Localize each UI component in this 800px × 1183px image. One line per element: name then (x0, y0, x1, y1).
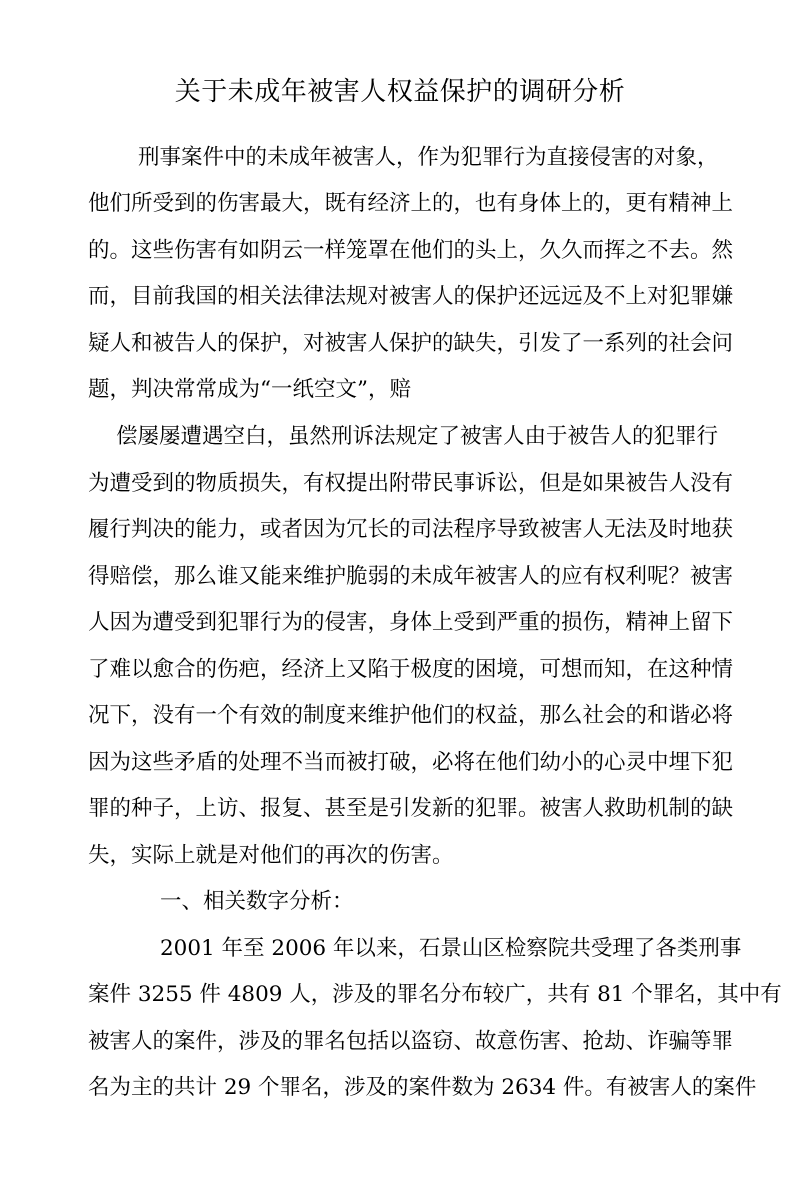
paragraph-line: 2001 年至 2006 年以来，石景山区检察院共受理了各类刑事 (160, 936, 742, 961)
paragraph-line: 案件 3255 件 4809 人，涉及的罪名分布较广，共有 81 个罪名，其中有 (88, 982, 782, 1007)
paragraph-line: 被害人的案件，涉及的罪名包括以盗窃、故意伤害、抢劫、诈骗等罪 (88, 1029, 734, 1054)
paragraph-line: 履行判决的能力，或者因为冗长的司法程序导致被害人无法及时地获 (88, 517, 734, 542)
paragraph-line: 罪的种子，上访、报复、甚至是引发新的犯罪。被害人救助机制的缺 (88, 796, 734, 821)
paragraph-line: 失，实际上就是对他们的再次的伤害。 (88, 843, 454, 868)
paragraph-line: 名为主的共计 29 个罪名，涉及的案件数为 2634 件。有被害人的案件 (88, 1075, 757, 1100)
paragraph-line: 因为这些矛盾的处理不当而被打破，必将在他们幼小的心灵中埋下犯 (88, 750, 734, 775)
section-heading: 一、相关数字分析： (160, 889, 354, 914)
paragraph-line: 偿屡屡遭遇空白，虽然刑诉法规定了被害人由于被告人的犯罪行 (116, 424, 719, 449)
paragraph-line: 的。这些伤害有如阴云一样笼罩在他们的头上，久久而挥之不去。然 (88, 238, 734, 263)
paragraph-line: 况下，没有一个有效的制度来维护他们的权益，那么社会的和谐必将 (88, 703, 734, 728)
paragraph-line: 为遭受到的物质损失，有权提出附带民事诉讼，但是如果被告人没有 (88, 471, 734, 496)
paragraph-line: 而，目前我国的相关法律法规对被害人的保护还远远及不上对犯罪嫌 (88, 284, 734, 309)
document-title: 关于未成年被害人权益保护的调研分析 (174, 77, 626, 107)
paragraph-line: 疑人和被告人的保护，对被害人保护的缺失，引发了一系列的社会问 (88, 331, 734, 356)
paragraph-line: 他们所受到的伤害最大，既有经济上的，也有身体上的，更有精神上 (88, 191, 734, 216)
paragraph-line: 人因为遭受到犯罪行为的侵害，身体上受到严重的损伤，精神上留下 (88, 610, 734, 635)
paragraph-line: 题，判决常常成为“一纸空文”，赔 (88, 377, 411, 402)
paragraph-line: 得赔偿，那么谁又能来维护脆弱的未成年被害人的应有权利呢？被害 (88, 564, 734, 589)
paragraph-line: 刑事案件中的未成年被害人，作为犯罪行为直接侵害的对象， (138, 145, 719, 170)
paragraph-line: 了难以愈合的伤疤，经济上又陷于极度的困境，可想而知，在这种情 (88, 657, 734, 682)
